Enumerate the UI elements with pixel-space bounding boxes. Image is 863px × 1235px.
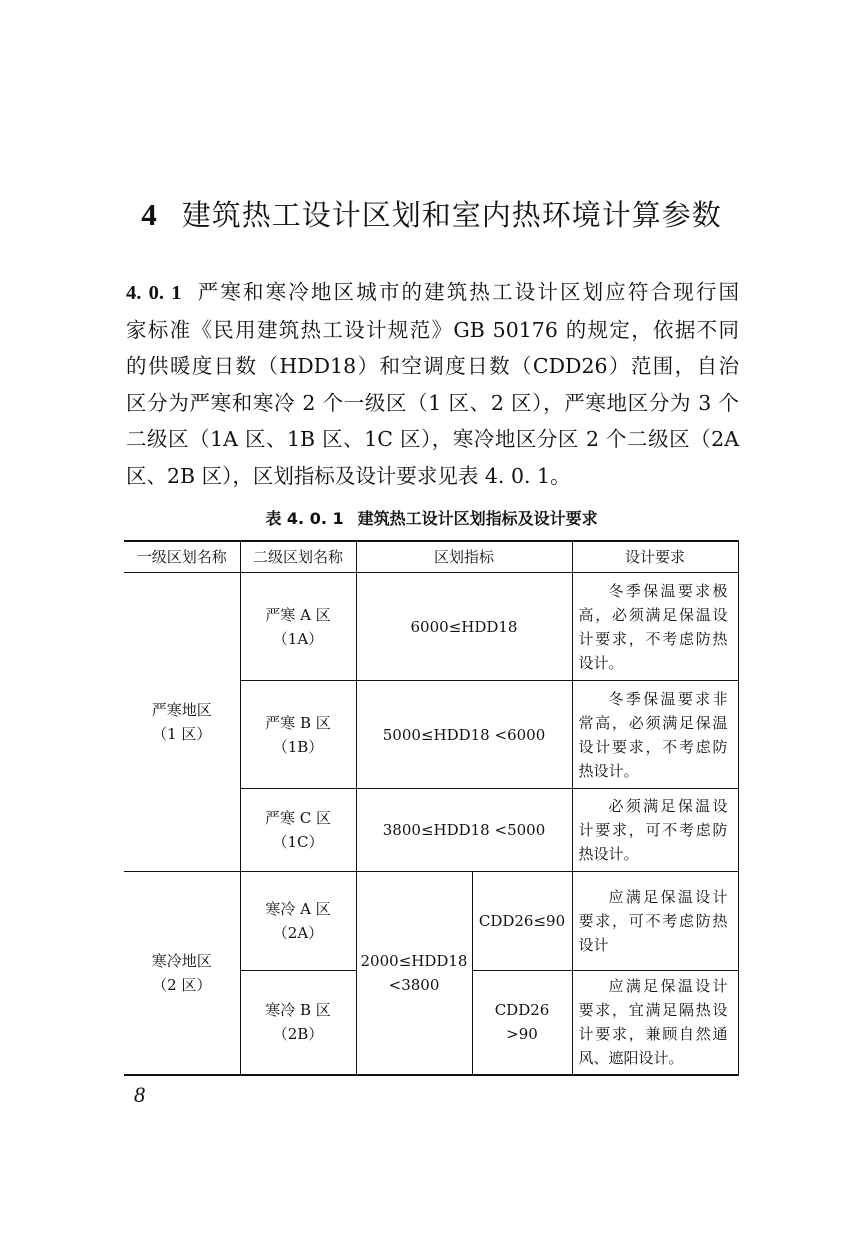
design-requirement-1b: 冬季保温要求非常高，必须满足保温设计要求，不考虑防热设计。	[572, 681, 738, 789]
zoning-index-1b: 5000≤HDD18 <6000	[356, 681, 572, 789]
chapter-title	[0, 193, 863, 234]
header-design-requirement: 设计要求	[572, 541, 738, 573]
table-header-row	[124, 541, 738, 573]
paragraph-line: 家标准《民用建筑热工设计规范》GB 50176 的规定，依据不同	[126, 317, 739, 342]
design-requirement-1c: 必须满足保温设计要求，可不考虑防热设计。	[572, 789, 738, 872]
secondary-zone-1c: 严寒 C 区 （1C）	[240, 789, 356, 872]
table-caption-number: 表 4. 0. 1	[265, 509, 344, 528]
secondary-zone-1b: 严寒 B 区 （1B）	[240, 681, 356, 789]
paragraph-line: 二级区（1A 区、1B 区、1C 区），寒冷地区分区 2 个二级区（2A	[126, 427, 739, 451]
zoning-index-cold: 2000≤HDD18 <3800	[356, 872, 472, 1075]
header-primary-zone: 一级区划名称	[124, 541, 240, 573]
primary-zone-cold: 寒冷地区 （2 区）	[124, 872, 240, 1075]
paragraph-line: 的供暖度日数（HDD18）和空调度日数（CDD26）范围，自治	[126, 354, 739, 378]
section-number: 4. 0. 1	[126, 282, 182, 304]
design-requirement-1a: 冬季保温要求极高，必须满足保温设计要求，不考虑防热设计。	[572, 573, 738, 681]
design-requirement-2a: 应满足保温设计要求，可不考虑防热设计	[572, 872, 738, 971]
primary-zone-severe: 严寒地区 （1 区）	[124, 573, 240, 872]
design-requirement-2b: 应满足保温设计要求，宜满足隔热设计要求，兼顾自然通风、遮阳设计。	[572, 971, 738, 1075]
cdd-index-2a: CDD26≤90	[472, 872, 572, 971]
chapter-title-text: 建筑热工设计区划和室内热环境计算参数	[181, 198, 722, 232]
paragraph-line: 区、2B 区），区划指标及设计要求见表 4. 0. 1。	[126, 463, 571, 488]
secondary-zone-2a: 寒冷 A 区 （2A）	[240, 872, 356, 971]
table-caption	[0, 506, 863, 529]
secondary-zone-1a: 严寒 A 区 （1A）	[240, 573, 356, 681]
paragraph-line: 4. 0. 1 严寒和寒冷地区城市的建筑热工设计区划应符合现行国	[126, 280, 740, 304]
cdd-index-2b: CDD26 >90	[472, 971, 572, 1075]
zoning-index-1c: 3800≤HDD18 <5000	[356, 789, 572, 872]
table-row	[124, 573, 738, 681]
paragraph-line: 区分为严寒和寒冷 2 个一级区（1 区、2 区），严寒地区分为 3 个	[126, 390, 739, 415]
section-paragraph	[126, 274, 739, 494]
zoning-table	[124, 540, 739, 1076]
header-secondary-zone: 二级区划名称	[240, 541, 356, 573]
secondary-zone-2b: 寒冷 B 区 （2B）	[240, 971, 356, 1075]
zoning-index-1a: 6000≤HDD18	[356, 573, 572, 681]
table-caption-title: 建筑热工设计区划指标及设计要求	[357, 509, 598, 528]
page-number: 8	[134, 1082, 145, 1107]
chapter-number: 4	[141, 197, 158, 232]
header-zoning-index: 区划指标	[356, 541, 572, 573]
table-row	[124, 872, 738, 971]
